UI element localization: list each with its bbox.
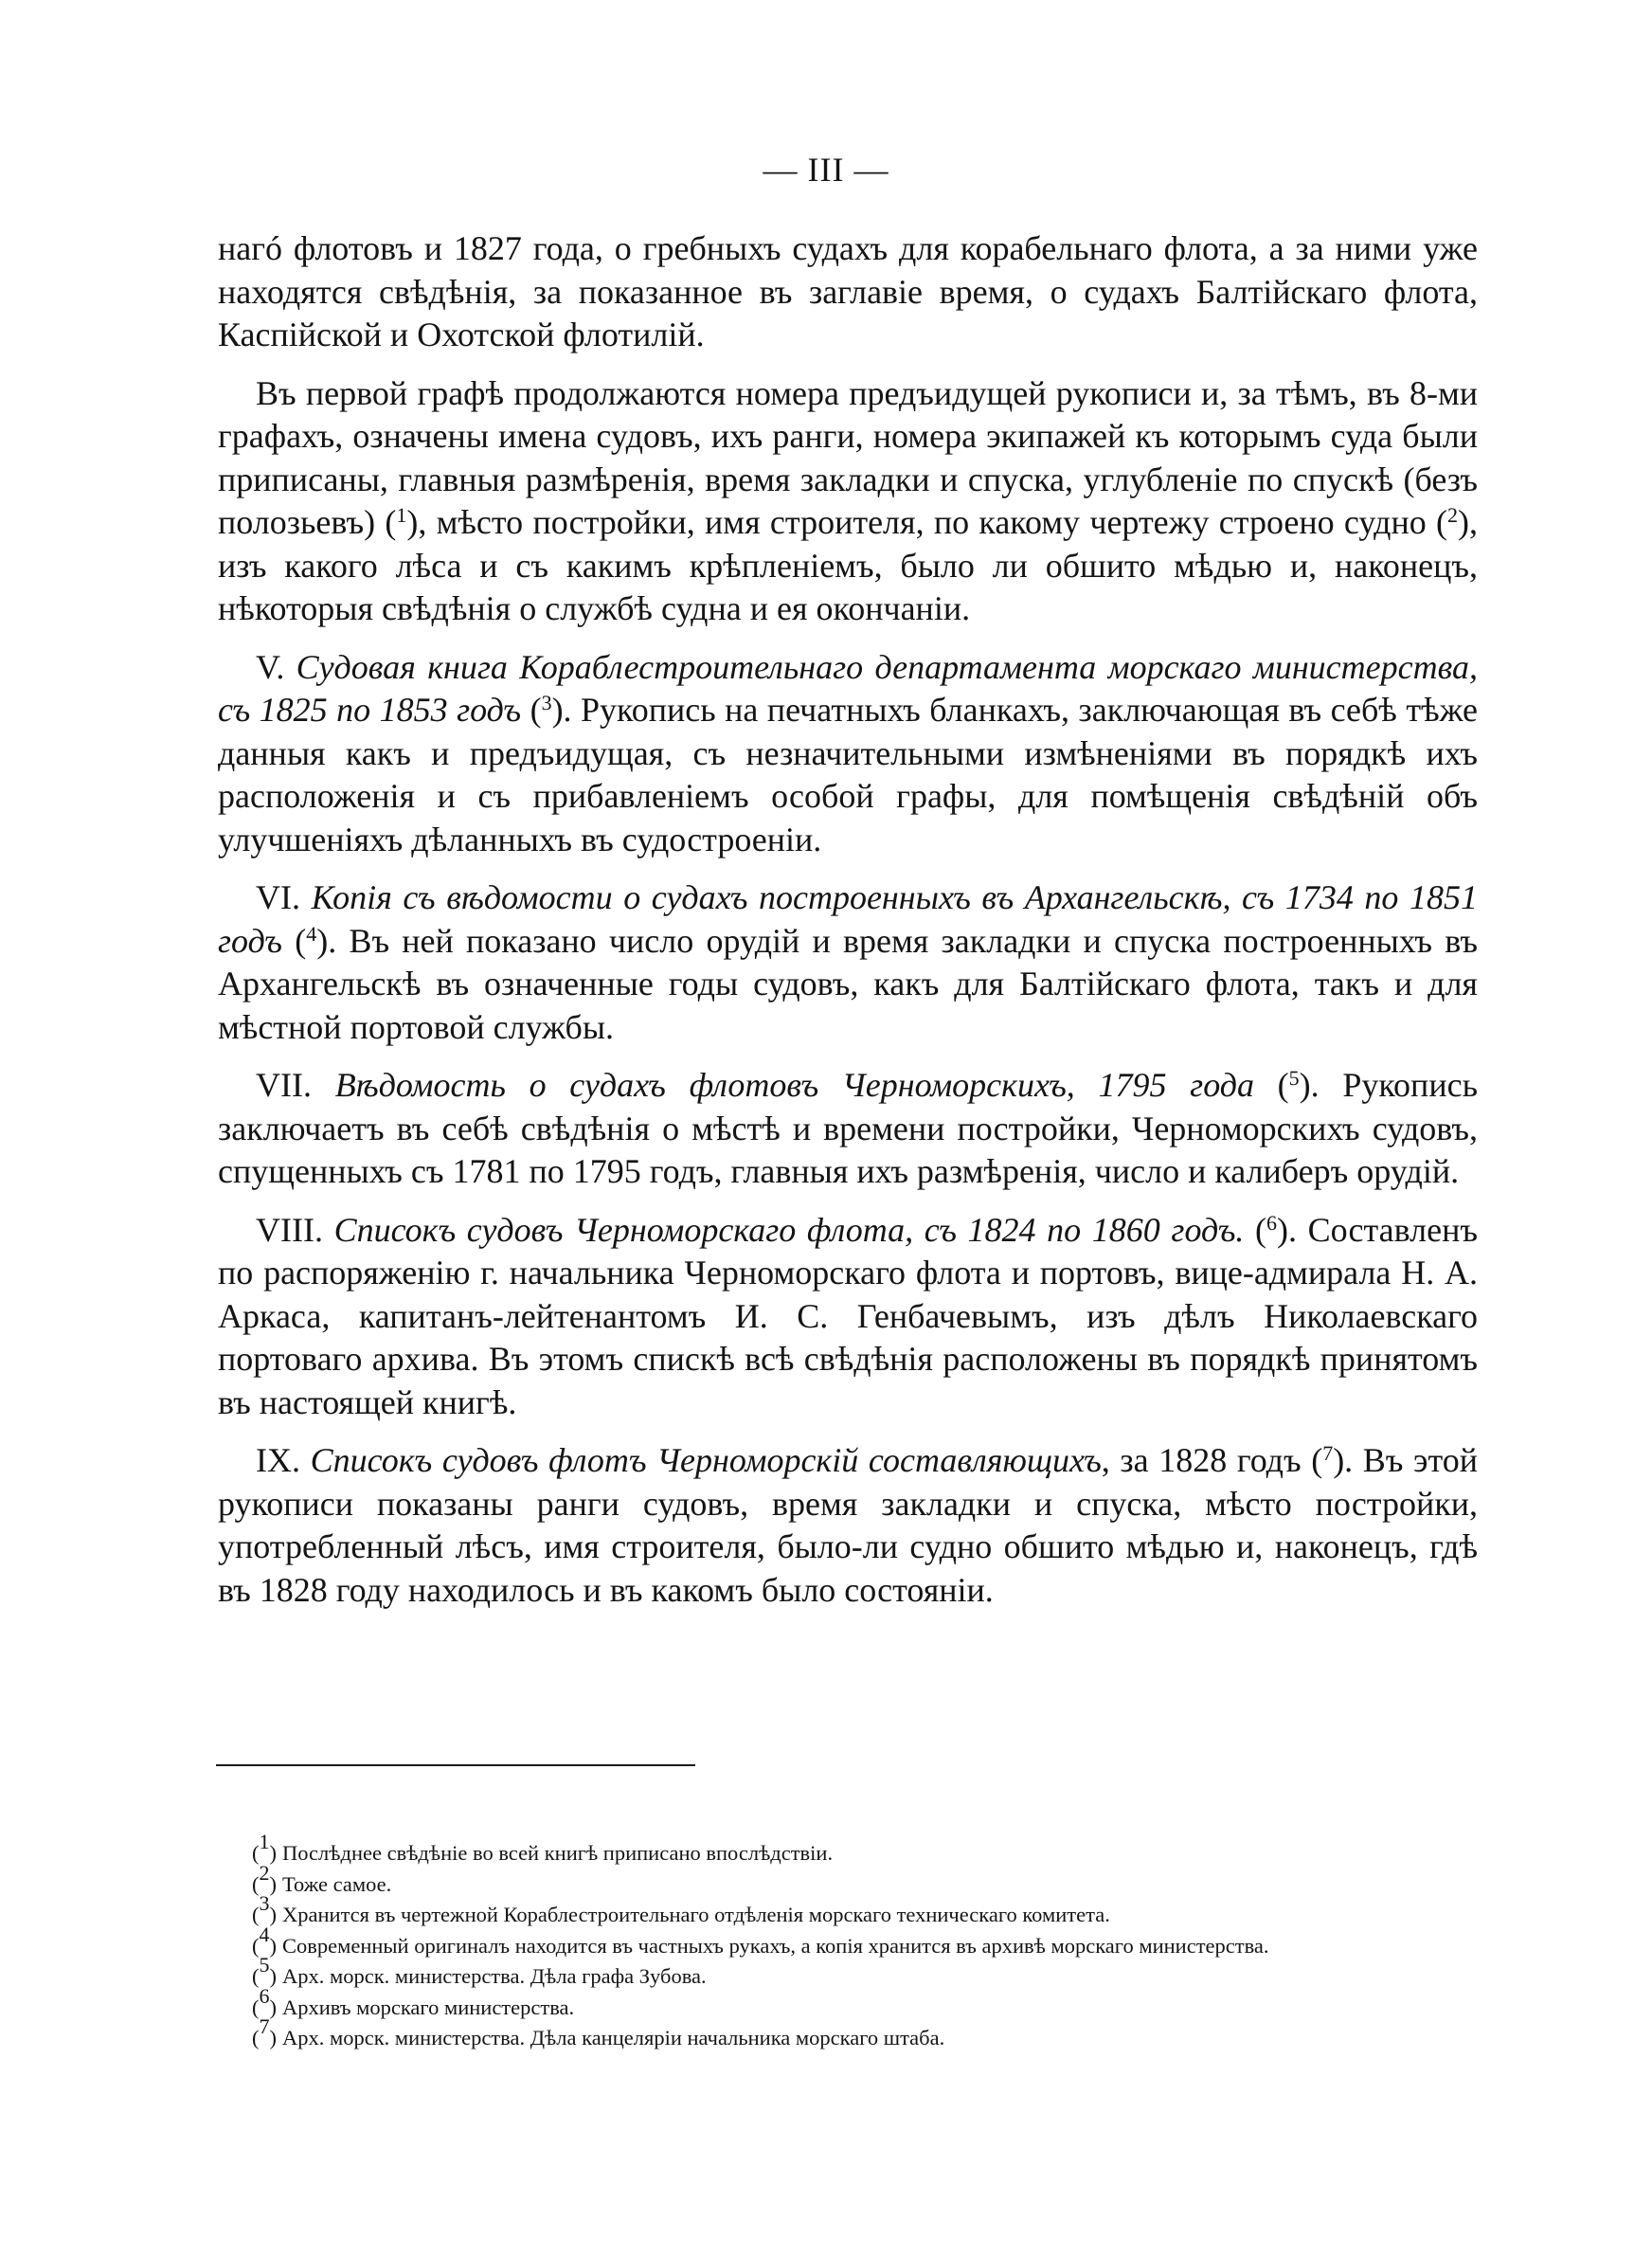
footnote-marker: ($^1$)	[252, 1830, 277, 1865]
paragraph-text: ). Въ этой рукописи показаны ранги судовъ, время закладки и спуска, мѣсто постройки, употребленный лѣсъ, имя строителя, было-ли судно обшито мѣдью и, наконецъ, гдѣ въ 1828 году находилось и въ какомъ было состояніи.	[218, 1441, 1479, 1609]
section-number: VIII.	[256, 1210, 334, 1249]
section-number: VI.	[256, 878, 312, 916]
footnote-marker: ($^5$)	[252, 1953, 277, 1988]
footnote-marker: ($^4$)	[252, 1922, 277, 1958]
footnote-reference: 4	[306, 921, 317, 946]
footnote	[218, 1983, 1478, 2024]
section-number: IX.	[256, 1441, 311, 1479]
paragraph-text: ), мѣсто постройки, имя строителя, по какому чертежу строено судно (	[406, 503, 1447, 541]
footnote	[218, 1891, 1478, 1931]
paragraph	[218, 227, 1478, 357]
footnote-text: Арх. морск. министерства. Дѣла канцеляріи начальника морскаго штаба.	[282, 2026, 945, 2049]
footnote-reference: 5	[1288, 1066, 1300, 1090]
footnote-reference: 7	[1322, 1441, 1334, 1465]
paragraph	[218, 372, 1478, 631]
paragraph-text: ). Въ ней показано число орудій и время закладки и спуска построенныхъ въ Архангельскѣ въ означенные годы судовъ, какъ для Балтійскаго флота, такъ и для мѣстной портовой службы.	[218, 921, 1478, 1046]
footnote-reference: 3	[541, 691, 552, 714]
page-number: — III —	[763, 151, 889, 189]
paragraph	[218, 1209, 1478, 1425]
paragraph-text: (	[521, 691, 542, 729]
footnote-marker: ($^3$)	[252, 1891, 277, 1926]
paragraph	[218, 646, 1478, 862]
source-title: Списокъ судовъ флотъ Черноморскій составляющихъ	[310, 1441, 1102, 1479]
footnote-text: Послѣднее свѣдѣніе во всей книгѣ приписано впослѣдствіи.	[282, 1841, 834, 1865]
paragraph-text: , за 1828 годъ (	[1101, 1441, 1323, 1479]
paragraph-text: ), изъ какого лѣса и съ какимъ крѣпленіемъ, было ли обшито мѣдью и, наконецъ, нѣкоторыя свѣдѣнія о службѣ судна и ея окончаніи.	[218, 503, 1478, 627]
source-title: Копія съ вѣдомости о судахъ построенныхъ въ Архангельскѣ, съ 1734 по 1851 годъ	[218, 878, 1478, 960]
paragraph-text: нагó флотовъ и 1827 года, о гребныхъ судахъ для корабельнаго флота, а за ними уже находятся свѣдѣнія, за показанное въ заглавіе время, о судахъ Балтійскаго флота, Каспійской и Охотской флотилій.	[218, 229, 1478, 353]
source-title: Судовая книга Кораблестроительнаго департамента морскаго министерства, съ 1825 по 1853 годъ	[218, 647, 1478, 729]
footnote-number: 6	[259, 1983, 270, 2008]
paragraph-text: (	[1253, 1066, 1289, 1104]
footnote-number: 1	[259, 1830, 270, 1853]
footnotes	[218, 1830, 1478, 2054]
footnote-number: 4	[259, 1922, 270, 1946]
paragraph-text: (	[1244, 1210, 1266, 1249]
footnote-reference: 1	[396, 503, 407, 527]
section-number: V.	[256, 647, 296, 686]
footnote-number: 2	[259, 1860, 270, 1885]
paragraph	[218, 876, 1478, 1049]
footnote-marker: ($^6$)	[252, 1983, 277, 2019]
paragraph	[218, 1064, 1478, 1194]
paragraph-text: ). Рукопись заключаетъ въ себѣ свѣдѣнія о мѣстѣ и времени постройки, Черноморскихъ судовъ, спущенныхъ съ 1781 по 1795 годъ, главныя ихъ размѣренія, число и калиберъ орудій.	[218, 1066, 1478, 1190]
footnote-number: 5	[259, 1953, 270, 1977]
footnote	[218, 1922, 1478, 1962]
footnote-number: 7	[259, 2014, 270, 2038]
footnote-text: Современный оригиналъ находится въ частныхъ рукахъ, а копія хранится въ архивѣ морскаго министерства.	[282, 1933, 1269, 1958]
section-number: VII.	[256, 1066, 335, 1104]
footnote-text: Тоже самое.	[282, 1871, 392, 1896]
source-title: Вѣдомость о судахъ флотовъ Черноморскихъ, 1795 года	[334, 1066, 1254, 1104]
footnote	[218, 1830, 1478, 1869]
paragraph-text: ). Составленъ по распоряженію г. начальника Черноморскаго флота и портовъ, вице-адмирала Н. А. Аркаса, капитанъ-лейтенантомъ И. С. Генбачевымъ, изъ дѣлъ Николаевскаго портоваго архива. Въ этомъ спискѣ всѣ свѣдѣнія расположены въ порядкѣ принятомъ въ настоящей книгѣ.	[218, 1210, 1478, 1421]
footnote-marker: ($^2$)	[252, 1860, 277, 1896]
footnote-text: Хранится въ чертежной Кораблестроительнаго отдѣленія морскаго техническаго комитета.	[282, 1903, 1110, 1926]
paragraph-text: Въ первой графѣ продолжаются номера предъидущей рукописи и, за тѣмъ, въ 8-ми графахъ, означены имена судовъ, ихъ ранги, номера экипажей къ которымъ суда были приписаны, главныя размѣренія, время закладки и спуска, углубленіе по спускѣ (безъ полозьевъ) (	[218, 373, 1478, 541]
footnote-reference: 2	[1446, 503, 1458, 527]
footnote-marker: ($^7$)	[252, 2014, 277, 2049]
footnote	[218, 2014, 1478, 2054]
footnote-number: 3	[259, 1891, 270, 1915]
paragraph-text: ). Рукопись на печатныхъ бланкахъ, заключающая въ себѣ тѣже данныя какъ и предъидущая, съ незначительными измѣненіями въ порядкѣ ихъ расположенія и съ прибавленіемъ особой графы, для помѣщенія свѣдѣній объ улучшеніяхъ дѣланныхъ въ судостроеніи.	[218, 691, 1478, 858]
footnote	[218, 1953, 1478, 1993]
footnote-text: Арх. морск. министерства. Дѣла графа Зубова.	[282, 1964, 707, 1988]
main-body	[218, 227, 1478, 1627]
footnote-separator	[216, 1764, 695, 1766]
source-title: Списокъ судовъ Черноморскаго флота, съ 1824 по 1860 годъ.	[333, 1210, 1245, 1249]
footnote	[218, 1860, 1478, 1901]
paragraph	[218, 1439, 1478, 1612]
footnote-reference: 6	[1266, 1210, 1277, 1235]
footnote-text: Архивъ морскаго министерства.	[282, 1995, 575, 2019]
paragraph-text: (	[282, 921, 307, 960]
